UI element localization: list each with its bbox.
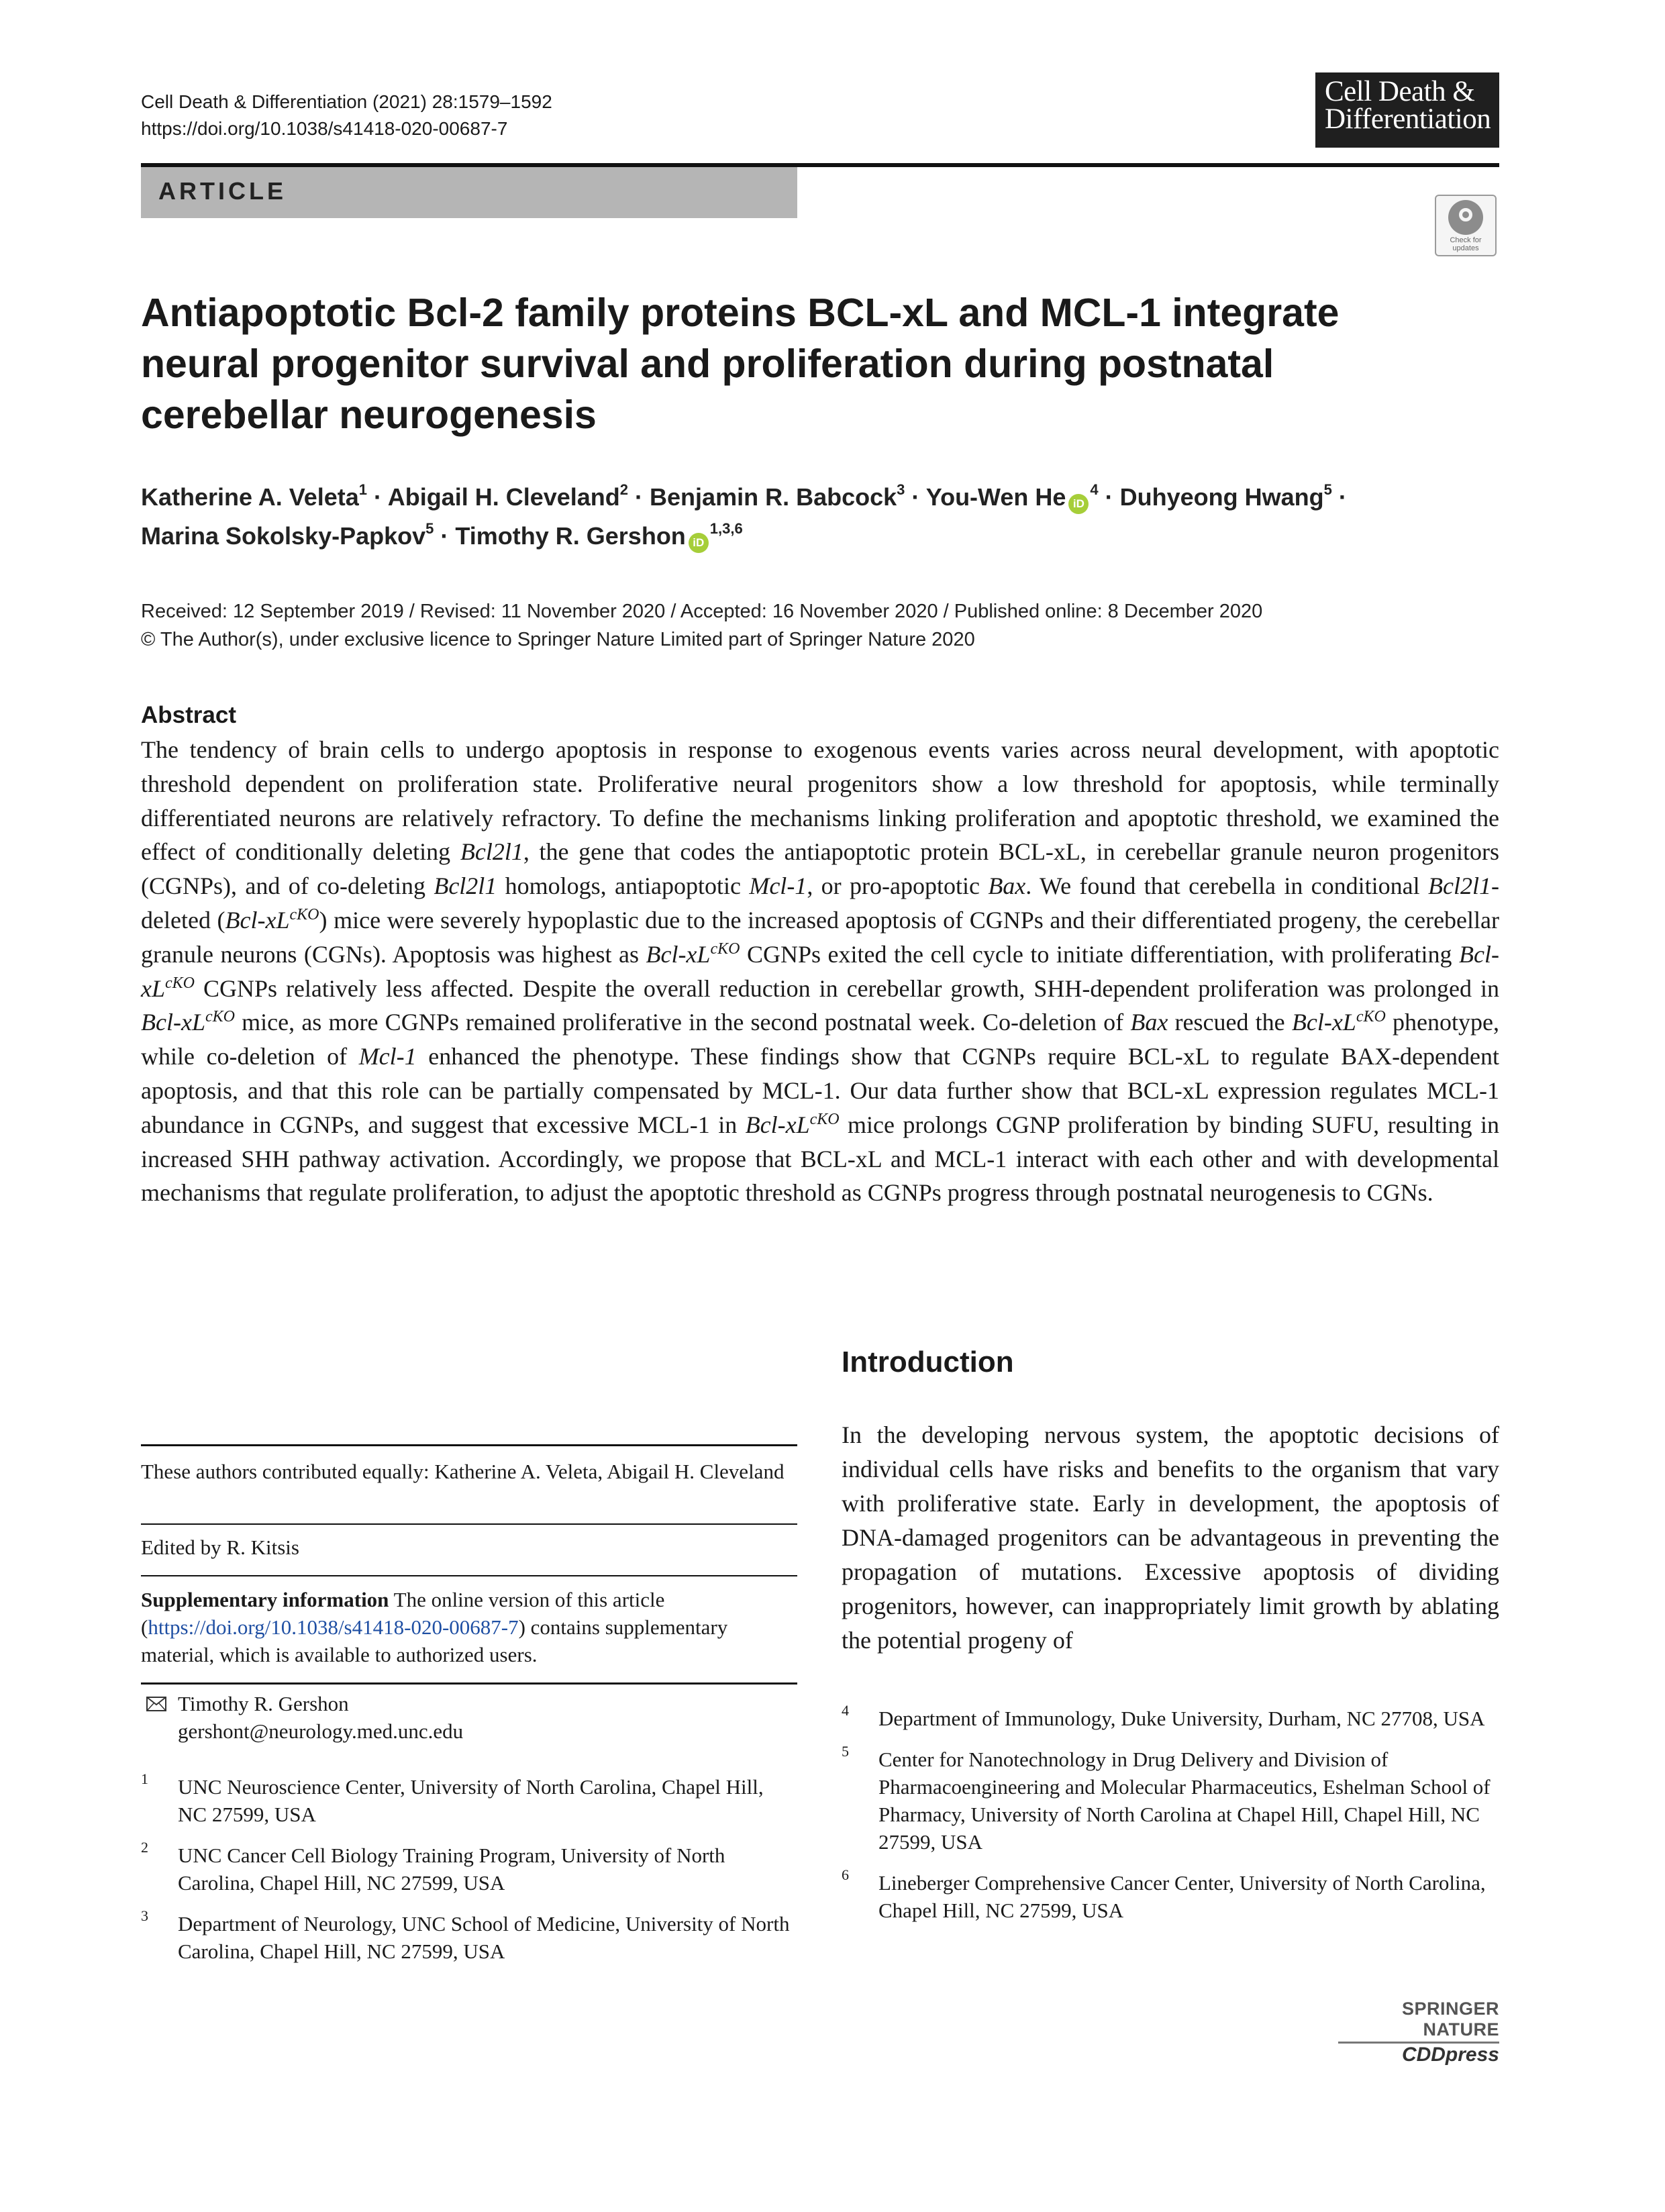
orcid-icon[interactable]: iD (1068, 494, 1089, 514)
journal-logo[interactable] (1315, 72, 1499, 148)
affiliation-text: Department of Neurology, UNC School of Medicine, University of North Carolina, Chapel Hill, NC 27599, USA (178, 1912, 790, 1963)
journal-logo-line1: Cell Death & (1325, 76, 1475, 107)
check-updates-label: Check for updates (1450, 236, 1482, 252)
abstract-italic-term: cKO (1356, 1008, 1386, 1026)
affiliation-text: Center for Nanotechnology in Drug Delivery and Division of Pharmacoengineering and Molecular Pharmaceutics, Eshelman School of Pharmacy, University of North Carolina at Chapel Hill, Chapel Hill, NC 27599, USA (878, 1748, 1491, 1854)
publisher-name: SPRINGER NATURE (1401, 1999, 1499, 2040)
abstract-italic-term: Mcl-1 (358, 1043, 417, 1070)
affiliation-item (842, 1702, 1499, 1732)
abstract-text: phenotype, while co-deletion of (141, 1009, 1499, 1070)
publisher-logo[interactable] (1338, 1999, 1499, 2066)
supplementary-link[interactable]: https://doi.org/10.1038/s41418-020-00687-7 (148, 1615, 519, 1639)
correspondence-email[interactable]: gershont@neurology.med.unc.edu (178, 1719, 464, 1743)
supplementary-label: Supplementary information (141, 1588, 389, 1611)
abstract-text: CGNPs relatively less affected. Despite the overall reduction in cerebellar growth, SHH-dependent proliferation was prolonged in (195, 974, 1499, 1002)
abstract-text: mice prolongs CGNP proliferation by binding SUFU, resulting in increased SHH pathway activation. Accordingly, we propose that BCL-xL and MCL-1 interact with each other and with developmental mechanisms that regulate proliferation, to adjust the apoptotic threshold as CGNPs progress through postnatal neurogenesis to CGNs. (141, 1111, 1499, 1207)
affiliation-text: UNC Neuroscience Center, University of North Carolina, Chapel Hill, NC 27599, USA (178, 1775, 764, 1826)
abstract-italic-term: cKO (289, 905, 319, 923)
abstract-text: mice, as more CGNPs remained proliferative in the second postnatal week. Co-deletion of (234, 1009, 1131, 1036)
affiliations-right (842, 1702, 1499, 1938)
author-name[interactable]: Katherine A. Veleta (141, 483, 359, 511)
notes-rule (141, 1444, 797, 1446)
notes-rule (141, 1682, 797, 1685)
author-name[interactable]: Timothy R. Gershon (455, 522, 686, 550)
affiliation-item (842, 1866, 1499, 1924)
author-separator: · (628, 483, 650, 511)
author-affiliation-sup: 1 (358, 481, 368, 498)
abstract-text: The tendency of brain cells to undergo apoptosis in response to exogenous events varies across neural development, with apoptotic threshold dependent on proliferation state. Proliferative neural progenitors show a low threshold for apoptosis, while terminally differentiated neurons are relatively refractory. To define the mechanisms linking proliferation and apoptotic threshold, we examined the effect of conditionally deleting (141, 736, 1499, 866)
author-name[interactable]: Abigail H. Cleveland (387, 483, 620, 511)
author-separator: · (1098, 483, 1120, 511)
abstract-italic-term: Bax (988, 872, 1026, 900)
affiliation-number: 4 (842, 1702, 849, 1719)
notes-divider (141, 1575, 797, 1576)
abstract-italic-term: Bcl-xL (141, 940, 1500, 1002)
abstract-text: , the gene that codes the antiapoptotic protein BCL-xL, in cerebellar granule neuron progenitors (CGNPs), and of co-deleting (141, 838, 1499, 900)
journal-header (141, 89, 552, 142)
affiliation-item (141, 1839, 797, 1897)
abstract-italic-term: Bax (1130, 1009, 1168, 1036)
affiliation-number: 6 (842, 1866, 849, 1883)
affiliation-text: Lineberger Comprehensive Cancer Center, University of North Carolina, Chapel Hill, NC 27599, USA (878, 1871, 1486, 1922)
abstract-italic-term: Bcl-xL (1291, 1009, 1356, 1036)
abstract-italic-term: Mcl-1 (749, 872, 807, 900)
author-name[interactable]: Marina Sokolsky-Papkov (141, 522, 426, 550)
abstract-italic-term: Bcl-xL (141, 1009, 205, 1036)
affiliation-item (141, 1907, 797, 1965)
introduction-heading: Introduction (842, 1346, 1014, 1378)
affiliation-number: 2 (141, 1839, 148, 1856)
correspondence-name: Timothy R. Gershon (178, 1692, 349, 1715)
doi-link[interactable]: https://doi.org/10.1038/s41418-020-00687-7 (141, 118, 508, 139)
abstract-text: ) mice were severely hypoplastic due to the increased apoptosis of CGNPs and their differentiated progeny, the cerebellar granule neurons (CGNs). Apoptosis was highest as (141, 906, 1499, 968)
abstract-text: CGNPs exited the cell cycle to initiate differentiation, with proliferating (740, 940, 1460, 968)
check-updates-icon (1448, 200, 1483, 235)
envelope-icon (146, 1697, 173, 1715)
abstract-text: , or pro-apoptotic (807, 872, 989, 900)
author-affiliation-sup: 1,3,6 (709, 520, 743, 537)
affiliation-item (141, 1770, 797, 1828)
abstract-italic-term: Bcl-xL (225, 906, 290, 934)
supplementary-note (141, 1586, 797, 1668)
author-list (141, 478, 1510, 556)
author-affiliation-sup: 5 (425, 520, 434, 537)
introduction-text: In the developing nervous system, the apoptotic decisions of individual cells have risks and benefits to the organism that vary with proliferative state. Early in development, the apoptosis of DNA-damaged progenitors can be advantageous in preventing the propagation of mutations. Excessive apoptosis of dividing progenitors, however, can inappropriately limit growth by ablating the potential progeny of (842, 1421, 1499, 1654)
author-affiliation-sup: 4 (1090, 481, 1099, 498)
correspondence (178, 1690, 782, 1745)
abstract-italic-term: Bcl2l1 (434, 872, 497, 900)
abstract-italic-term: cKO (809, 1110, 840, 1128)
supplementary-text-a: The online version of this article ( (141, 1588, 665, 1639)
affiliation-text: Department of Immunology, Duke University, Durham, NC 27708, USA (878, 1707, 1485, 1730)
author-affiliation-sup: 2 (619, 481, 629, 498)
abstract-text: -deleted ( (141, 872, 1499, 934)
affiliation-number: 3 (141, 1907, 148, 1924)
edited-by-note: Edited by R. Kitsis (141, 1536, 299, 1559)
author-separator: · (367, 483, 388, 511)
abstract-italic-term: Bcl2l1 (460, 838, 523, 866)
abstract-text: enhanced the phenotype. These findings show that CGNPs require BCL-xL to regulate BAX-dependent apoptosis, and that this role can be partially compensated by MCL-1. Our data further show that BCL-xL expression regulates MCL-1 abundance in CGNPs, and suggest that excessive MCL-1 in (141, 1043, 1499, 1138)
orcid-icon[interactable]: iD (689, 533, 709, 553)
affiliation-number: 1 (141, 1770, 148, 1787)
history-dates: Received: 12 September 2019 / Revised: 11 November 2020 / Accepted: 16 November 2020 / Published online: 8 December 2020 (141, 601, 1263, 622)
abstract-italic-term: Bcl2l1 (1428, 872, 1491, 900)
abstract-text: . We found that cerebella in conditional (1025, 872, 1429, 900)
journal-citation: Cell Death & Differentiation (2021) 28:1579–1592 (141, 91, 552, 112)
author-separator: · (1331, 483, 1347, 511)
notes-divider (141, 1523, 797, 1525)
author-name[interactable]: Duhyeong Hwang (1119, 483, 1324, 511)
author-name[interactable]: You-Wen He (925, 483, 1066, 511)
author-separator: · (905, 483, 926, 511)
publisher-imprint: CDDpress (1338, 2042, 1499, 2066)
author-affiliation-sup: 5 (1323, 481, 1332, 498)
affiliations-left (141, 1770, 797, 1978)
check-for-updates-badge[interactable] (1435, 195, 1497, 256)
envelope-icon-svg (146, 1697, 166, 1711)
journal-logo-line2: Differentiation (1325, 103, 1491, 135)
abstract-italic-term: cKO (165, 974, 195, 992)
affiliation-number: 5 (842, 1743, 849, 1760)
article-type-label: ARTICLE (158, 177, 287, 205)
abstract-body (141, 733, 1499, 1210)
abstract-italic-term: Bcl-xL (646, 940, 711, 968)
affiliation-item (842, 1743, 1499, 1856)
author-name[interactable]: Benjamin R. Babcock (650, 483, 897, 511)
article-dates (141, 597, 1510, 654)
affiliation-text: UNC Cancer Cell Biology Training Program, University of North Carolina, Chapel Hill, NC 27599, USA (178, 1844, 725, 1895)
supplementary-text-b: ) contains supplementary material, which is available to authorized users. (141, 1615, 728, 1666)
abstract-text: homologs, antiapoptotic (497, 872, 750, 900)
author-separator: · (434, 522, 456, 550)
abstract-italic-term: Bcl-xL (745, 1111, 810, 1138)
abstract-italic-term: cKO (710, 940, 740, 958)
equal-contribution-note: These authors contributed equally: Katherine A. Veleta, Abigail H. Cleveland (141, 1460, 785, 1483)
abstract-heading: Abstract (141, 702, 236, 728)
abstract-italic-term: cKO (205, 1008, 235, 1026)
article-title: Antiapoptotic Bcl-2 family proteins BCL-xL and MCL-1 integrate neural progenitor survival and proliferation during postnatal cerebellar neurogenesis (141, 291, 1340, 437)
author-affiliation-sup: 3 (897, 481, 905, 498)
copyright-line: © The Author(s), under exclusive licence to Springer Nature Limited part of Springer Nature 2020 (141, 629, 975, 650)
abstract-text: rescued the (1168, 1009, 1292, 1036)
